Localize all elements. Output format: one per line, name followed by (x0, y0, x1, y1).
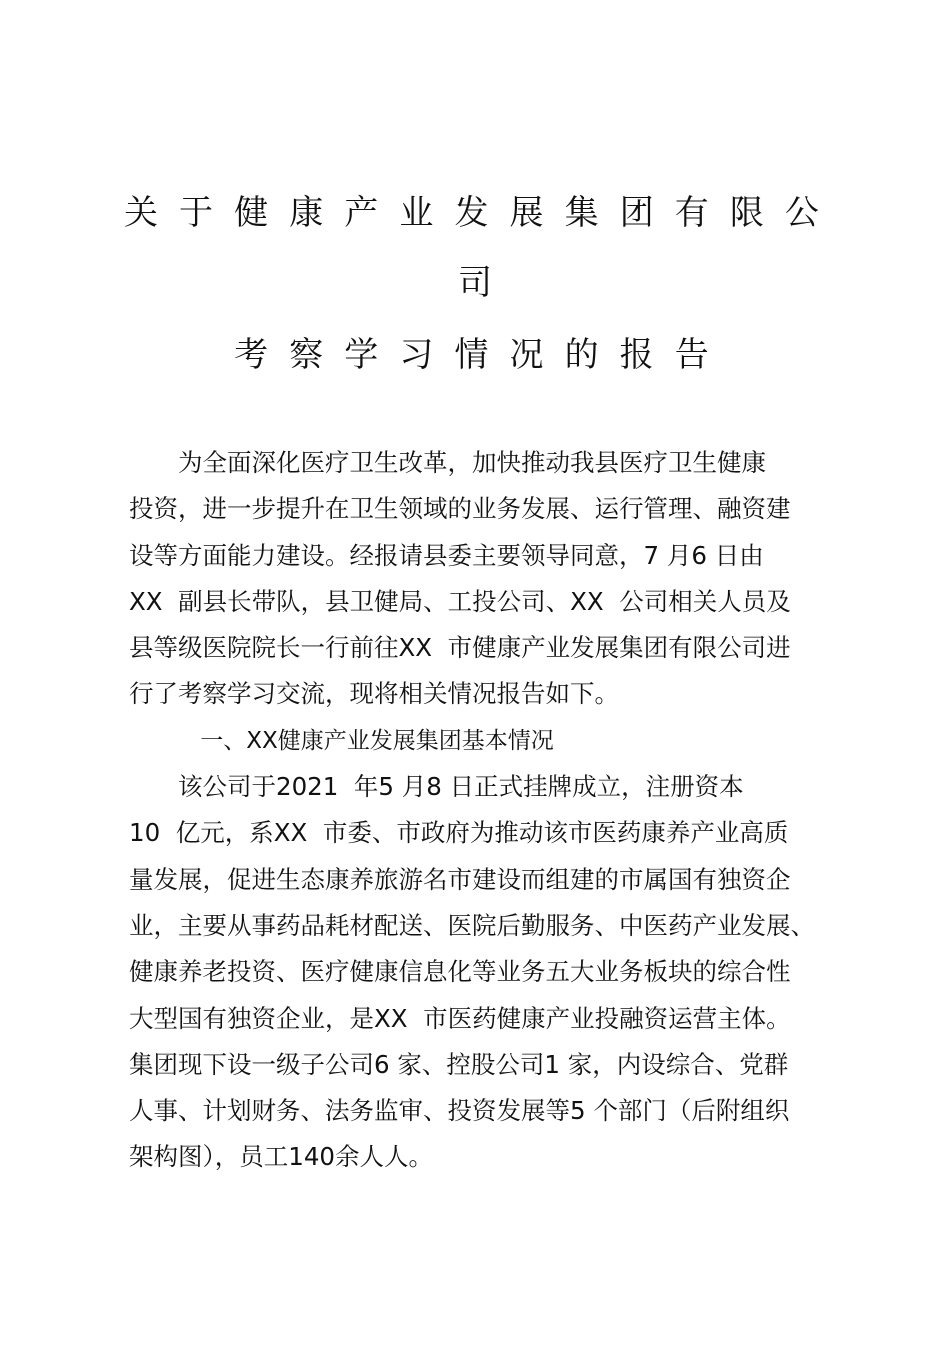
text-line: 架构图），员工140余人人。 (129, 1142, 434, 1172)
document-title-line3: 考察学习情况的报告 (234, 335, 730, 375)
text-line: XX 副县长带队，县卫健局、工投公司、XX 公司相关人员及 (129, 586, 791, 616)
document-title-line2: 司 (458, 263, 492, 303)
text-line: 集团现下设一级子公司6 家、控股公司1 家，内设综合、党群 (129, 1049, 789, 1079)
section-heading: 一、XX健康产业发展集团基本情况 (200, 727, 554, 754)
text-line: 该公司于2021 年5 月8 日正式挂牌成立，注册资本 (178, 772, 744, 802)
text-line: 量发展，促进生态康养旅游名市建设而组建的市属国有独资企 (129, 864, 791, 894)
document-title-line1: 关于健康产业发展集团有限公 (123, 193, 841, 233)
text-line: 人事、计划财务、法务监审、投资发展等5 个部门（后附组织 (129, 1096, 790, 1126)
paragraph-company-overview (129, 764, 834, 1181)
text-line: 10 亿元，系XX 市委、市政府为推动该市医药康养产业高质 (129, 818, 789, 848)
text-line: 行了考察学习交流，现将相关情况报告如下。 (129, 679, 619, 709)
text-line: 健康养老投资、医疗健康信息化等业务五大业务板块的综合性 (129, 957, 791, 987)
text-line: 为全面深化医疗卫生改革，加快推动我县医疗卫生健康 (178, 448, 766, 477)
text-line: 投资，进一步提升在卫生领域的业务发展、运行管理、融资建 (129, 494, 791, 524)
text-line: 设等方面能力建设。经报请县委主要领导同意，7 月6 日由 (129, 540, 764, 570)
text-line: 大型国有独资企业，是XX 市医药健康产业投融资运营主体。 (129, 1003, 791, 1033)
document-body (129, 440, 834, 1181)
text-line: 业，主要从事药品耗材配送、医院后勤服务、中医药产业发展、 (129, 910, 815, 940)
paragraph-intro (129, 440, 834, 718)
text-line: 县等级医院院长一行前往XX 市健康产业发展集团有限公司进 (129, 633, 791, 663)
